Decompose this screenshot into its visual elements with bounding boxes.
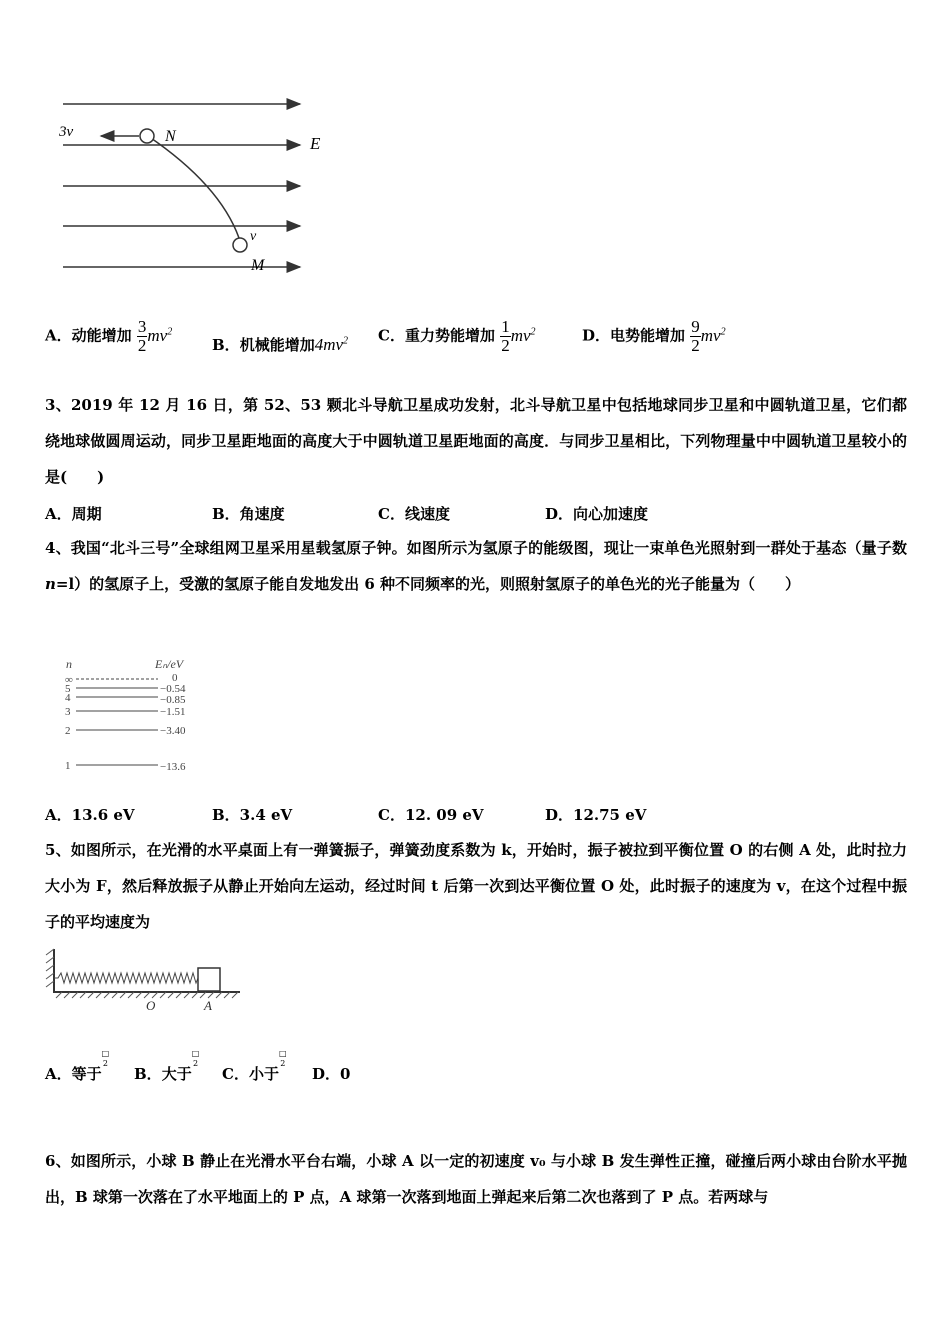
fraction: $\frac{1}{2}$	[501, 317, 510, 355]
level-2-E: −3.40	[160, 725, 186, 737]
level-1-E: −13.6	[160, 761, 186, 773]
level-3-E: −1.51	[160, 706, 186, 718]
level-inf-n: ∞	[65, 674, 73, 686]
label-N: N	[165, 128, 176, 145]
fraction: $\frac{3}{2}$	[137, 317, 147, 355]
q2-option-d: D．电势能增加 $\frac{9}{2}$ $mv^2$	[582, 317, 726, 355]
q3-option-d: D．向心加速度	[545, 505, 649, 523]
q3-option-a: A．周期	[45, 505, 102, 523]
field-figure	[55, 90, 335, 280]
spring	[54, 973, 198, 983]
q3-option-c: C．线速度	[378, 505, 450, 523]
q4-stem: 4、我国“北斗三号”全球组网卫星采用星载氢原子钟。如图所示为氢原子的能级图，现让一束单色光照射到一群处于基态（量子数 n=l）的氢原子上，受激的氢原子能自发地发出 6 种不同频率的光，则照射氢原子的单色光的光子能量为（ ）	[45, 539, 907, 593]
label-E: E	[310, 134, 321, 153]
q5-option-b: B．大于 □ 2	[134, 1049, 200, 1083]
level-2-n: 2	[65, 725, 71, 737]
level-5-E: −0.54	[160, 683, 186, 695]
q6-stem: 6、如图所示，小球 B 静止在光滑水平台右端，小球 A 以一定的初速度 v₀ 与小球 B 发生弹性正撞，碰撞后两小球由台阶水平抛出，B 球第一次落在了水平地面上的 P 点，A 球第一次落到地面上弹起来后第二次也落到了 P 点。若两球与	[45, 1152, 907, 1206]
level-1-n: 1	[65, 760, 71, 772]
energy-level-diagram	[60, 655, 220, 780]
header-E: Eₙ/eV	[155, 657, 184, 671]
label-3v: 3v	[59, 124, 74, 140]
ball-bottom	[233, 238, 247, 252]
q4-option-a: A．13.6 eV	[45, 806, 135, 824]
q5-option-a: A．等于 □ 2	[45, 1049, 110, 1083]
ball-N	[140, 129, 154, 143]
q4-option-d: D．12.75 eV	[545, 806, 647, 824]
q2-option-c: C．重力势能增加 $\frac{1}{2}$ $mv^2$	[378, 317, 536, 355]
fraction: □ 2	[101, 1049, 110, 1068]
q2-option-b: B．机械能增加$4mv^2$	[212, 335, 349, 354]
fraction: $\frac{9}{2}$	[691, 317, 700, 355]
header-n: n	[66, 657, 72, 671]
q5-option-c: C．小于 □ 2	[222, 1049, 287, 1083]
label-v: v	[250, 229, 257, 244]
q3-stem: 3、2019 年 12 月 16 日，第 52、53 颗北斗导航卫星成功发射，北斗导航卫星中包括地球同步卫星和中圆轨道卫星，它们都绕地球做圆周运动，同步卫星距地面的高度大于中圆轨道卫星距地面的高度．与同步卫星相比，下列物理量中中圆轨道卫星较小的是( )	[45, 396, 907, 486]
label-O: O	[146, 998, 156, 1013]
fraction: □ 2	[278, 1049, 287, 1068]
level-5-n: 5	[65, 683, 71, 695]
fraction: □ 2	[191, 1049, 200, 1068]
q2-option-a: A．动能增加 $\frac{3}{2}$ $mv^2$	[45, 317, 173, 355]
q5-stem: 5、如图所示，在光滑的水平桌面上有一弹簧振子，弹簧劲度系数为 k，开始时，振子被拉到平衡位置 O 的右侧 A 处，此时拉力大小为 F，然后释放振子从静止开始向左运动，经过时间 t 后第一次到达平衡位置 O 处，此时振子的速度为 v，在这个过程中振子的平均速度为	[45, 841, 907, 931]
q3-option-b: B．角速度	[212, 505, 285, 523]
level-3-n: 3	[65, 706, 71, 718]
level-4-n: 4	[65, 692, 71, 704]
level-4-E: −0.85	[160, 694, 186, 706]
q4-option-b: B．3.4 eV	[212, 806, 293, 824]
q5-option-d: D．0	[312, 1065, 351, 1083]
spring-oscillator-figure	[40, 945, 250, 1015]
label-M: M	[251, 257, 265, 274]
q4-option-c: C．12. 09 eV	[378, 806, 484, 824]
level-inf-E: 0	[172, 672, 178, 684]
block	[198, 968, 220, 991]
trajectory-curve	[148, 136, 239, 238]
label-A: A	[204, 998, 212, 1013]
